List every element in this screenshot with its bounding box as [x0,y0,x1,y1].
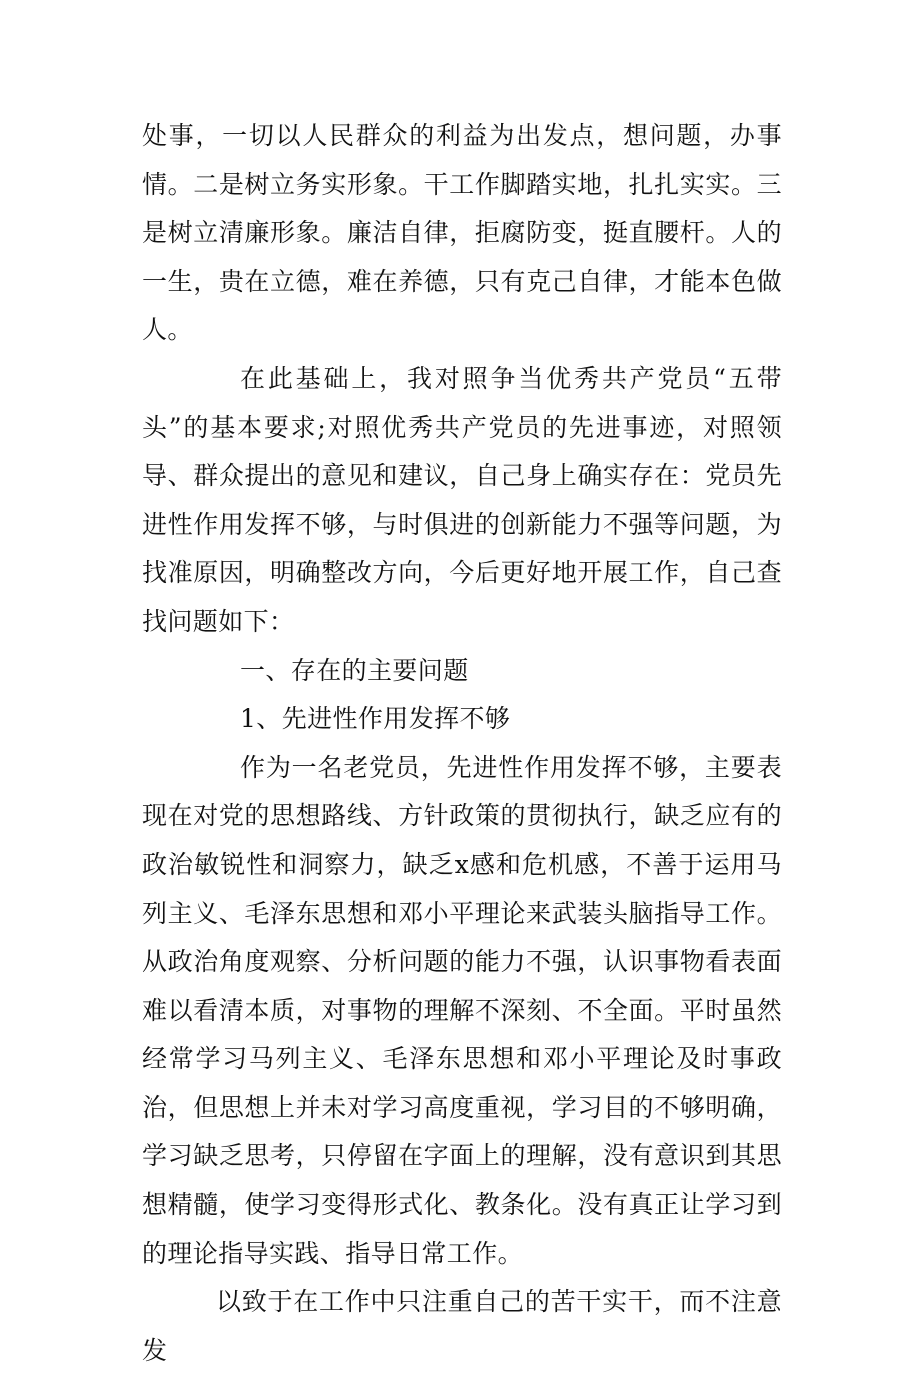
paragraph-self-check-intro: 在此基础上，我对照争当优秀共产党员“五带头”的基本要求;对照优秀共产党员的先进事迹，对照领导、群众提出的意见和建议，自己身上确实存在：党员先进性作用发挥不够，与时俱进的创新能力不强等问题，为找准原因，明确整改方向，今后更好地开展工作，自己查找问题如下： [142,363,782,636]
paragraph-consequence: 以致于在工作中只注重自己的苦干实干，而不注意发 [142,1287,782,1365]
subheading-vanguard-role: 1、先进性作用发挥不够 [240,704,511,734]
paragraph-continuation: 处事，一切以人民群众的利益为出发点，想问题，办事情。二是树立务实形象。干工作脚踏实地，扎扎实实。三是树立清廉形象。廉洁自律，拒腐防变，挺直腰杆。人的一生，贵在立德，难在养德，只有克己自律，才能本色做人。 [142,121,782,345]
document-body [142,112,782,1375]
paragraph-vanguard-role-detail: 作为一名老党员，先进性作用发挥不够，主要表现在对党的思想路线、方针政策的贯彻执行，缺乏应有的政治敏锐性和洞察力，缺乏x感和危机感，不善于运用马列主义、毛泽东思想和邓小平理论来武装头脑指导工作。从政治角度观察、分析问题的能力不强，认识事物看表面难以看清本质，对事物的理解不深刻、不全面。平时虽然经常学习马列主义、毛泽东思想和邓小平理论及时事政治，但思想上并未对学习高度重视，学习目的不够明确，学习缺乏思考，只停留在字面上的理解，没有意识到其思想精髓，使学习变得形式化、教条化。没有真正让学习到的理论指导实践、指导日常工作。 [142,752,782,1268]
section-heading-main-problems: 一、存在的主要问题 [240,655,469,685]
